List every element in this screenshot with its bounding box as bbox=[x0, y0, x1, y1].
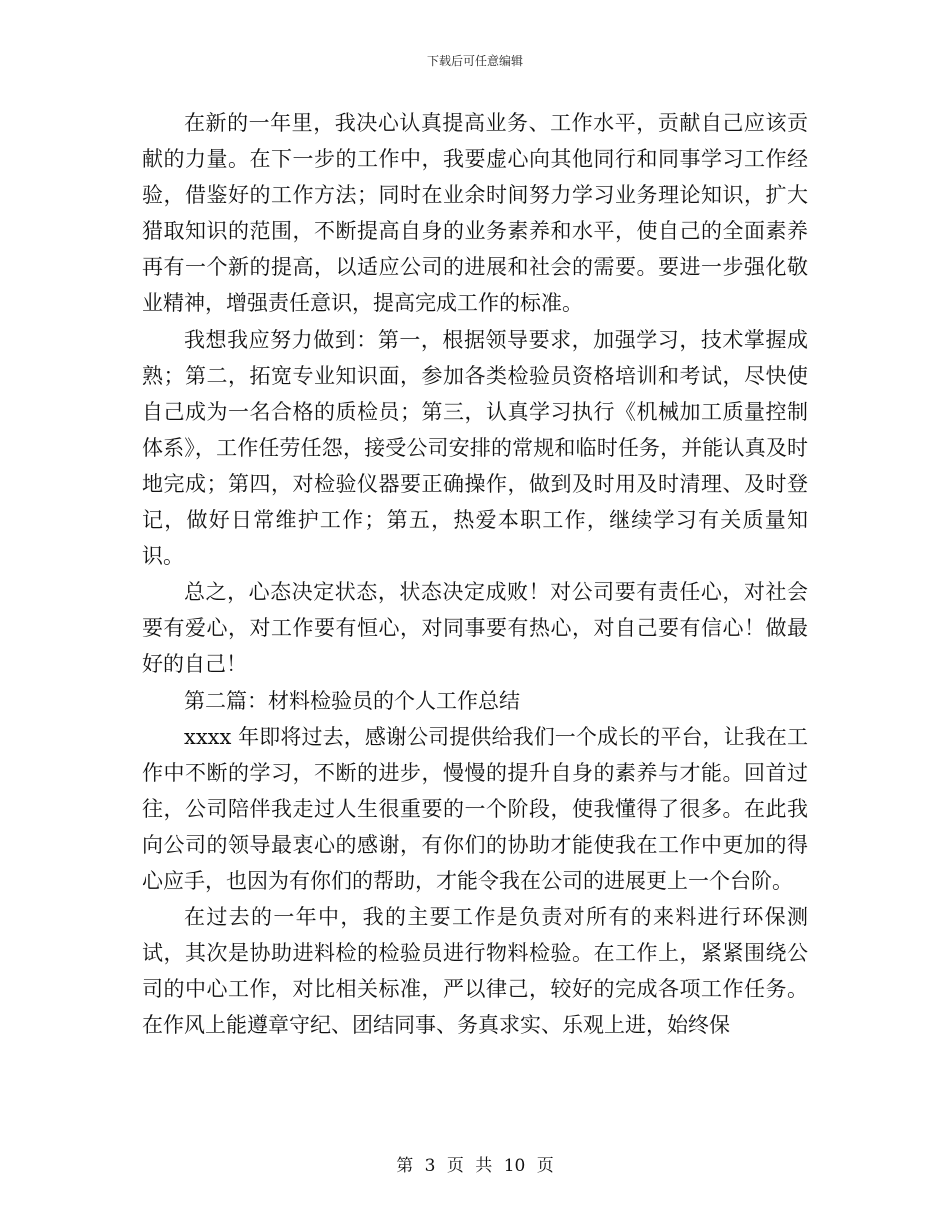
paragraph-3: 总之，心态决定状态，状态决定成败！对公司要有责任心，对社会要有爱心，对工作要有恒心，对同事要有热心，对自己要有信心！做最好的自己！ bbox=[142, 580, 808, 677]
paragraph-5: 在过去的一年中，我的主要工作是负责对所有的来料进行环保测试，其次是协助进料检的检验员进行物料检验。在工作上，紧紧围绕公司的中心工作，对比相关标准，严以律己，较好的完成各项工作任务。在作风上能遵章守纪、团结同事、务真求实、乐观上进，始终保 bbox=[142, 905, 808, 1038]
paragraph-1: 在新的一年里，我决心认真提高业务、工作水平，贡献自己应该贡献的力量。在下一步的工作中，我要虚心向其他同行和同事学习工作经验，借鉴好的工作方法；同时在业余时间努力学习业务理论知识，扩大猎取知识的范围，不断提高自身的业务素养和水平，使自己的全面素养再有一个新的提高，以适应公司的进展和社会的需要。要进一步强化敬业精神，增强责任意识，提高完成工作的标准。 bbox=[142, 111, 808, 316]
paragraph-4: xxxx 年即将过去，感谢公司提供给我们一个成长的平台，让我在工作中不断的学习，不断的进步，慢慢的提升自身的素养与才能。回首过往，公司陪伴我走过人生很重要的一个阶段，使我懂得了很多。在此我向公司的领导最衷心的感谢，有你们的协助才能使我在工作中更加的得心应手，也因为有你们的帮助，才能令我在公司的进展更上一个台阶。 bbox=[142, 724, 808, 893]
section-heading: 第二篇：材料检验员的个人工作总结 bbox=[184, 688, 520, 713]
document-body bbox=[142, 105, 808, 1043]
paragraph-2: 我想我应努力做到：第一，根据领导要求，加强学习，技术掌握成熟；第二，拓宽专业知识面，参加各类检验员资格培训和考试，尽快使自己成为一名合格的质检员；第三，认真学习执行《机械加工质量控制体系》，工作任劳任怨，接受公司安排的常规和临时任务，并能认真及时地完成；第四，对检验仪器要正确操作，做到及时用及时清理、及时登记，做好日常维护工作；第五，热爱本职工作，继续学习有关质量知识。 bbox=[142, 327, 808, 569]
page-footer: 第 3 页 共 10 页 bbox=[396, 1156, 554, 1176]
page-header: 下载后可任意编辑 bbox=[426, 54, 523, 68]
